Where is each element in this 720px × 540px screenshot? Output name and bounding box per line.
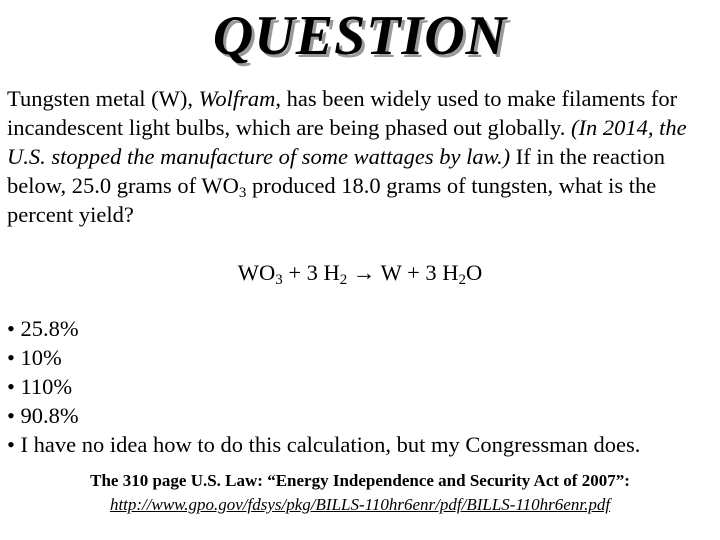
question-subscript: 3 bbox=[238, 185, 247, 201]
choice-item: • 10% bbox=[7, 345, 62, 370]
question-part-4: produced 18.0 grams of tungsten, what is the percent yield? bbox=[7, 173, 657, 227]
slide-title: QUESTION bbox=[212, 5, 508, 67]
eq-wo-subscript: 3 bbox=[275, 272, 283, 288]
choice-item: • 25.8% bbox=[7, 316, 79, 341]
question-part-3: If in the reaction below, 25.0 grams of WO bbox=[7, 144, 666, 198]
answer-choices bbox=[7, 314, 717, 459]
reaction-equation bbox=[0, 258, 720, 287]
choice-item: • 110% bbox=[7, 374, 73, 399]
choice-item: • I have no idea how to do this calculation, but my Congressman does. bbox=[7, 432, 641, 457]
question-part-1: Tungsten metal (W), bbox=[7, 86, 199, 111]
law-url-line bbox=[0, 494, 720, 516]
eq-wo: WO bbox=[237, 260, 276, 285]
eq-plus-h: + 3 H bbox=[282, 260, 340, 285]
question-aside: (In 2014, the U.S. stopped the manufacture of some wattages by law.) bbox=[7, 115, 687, 169]
law-note: The 310 page U.S. Law: “Energy Independence and Security Act of 2007”: bbox=[90, 471, 630, 490]
eq-h2o-subscript: 2 bbox=[458, 272, 467, 288]
eq-arrow-products: → W + 3 H bbox=[347, 260, 459, 285]
law-url-link[interactable]: http://www.gpo.gov/fdsys/pkg/BILLS-110hr6enr/pdf/BILLS-110hr6enr.pdf bbox=[109, 495, 611, 514]
question-part-2: , has been widely used to make filaments for incandescent light bulbs, which are being phased out globally. bbox=[7, 86, 678, 140]
question-wolfram: Wolfram bbox=[198, 86, 276, 111]
choice-item: • 90.8% bbox=[7, 403, 79, 428]
eq-h-subscript: 2 bbox=[339, 272, 348, 288]
question-text bbox=[7, 84, 717, 229]
eq-o: O bbox=[466, 260, 483, 285]
